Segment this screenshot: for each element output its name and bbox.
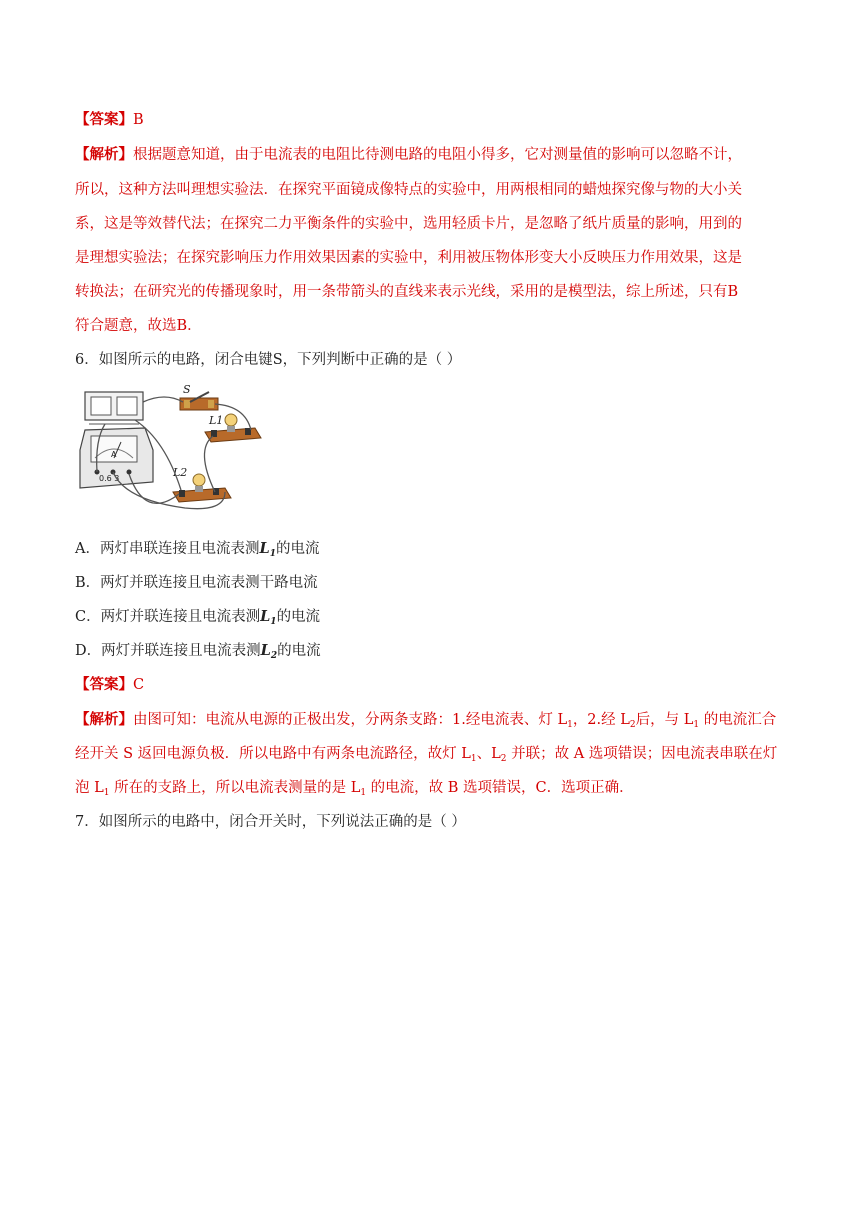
lamp2-label: L2: [173, 466, 188, 479]
q6-stem: 6．如图所示的电路，闭合电键S，下列判断中正确的是（ ）: [75, 352, 462, 368]
ammeter-letter: A: [111, 450, 117, 459]
q5-analysis-line-4: 是理想实验法；在探究影响压力作用效果因素的实验中，利用被压物体形变大小反映压力作用效果，这是: [75, 250, 742, 266]
q5-analysis-line-5: 转换法；在研究光的传播现象时，用一条带箭头的直线来表示光线，采用的是模型法，综上所述，只有B: [75, 284, 739, 300]
q6-analysis-line-1: 【解析】由图可知：电流从电源的正极出发，分两条支路：1.经电流表、灯 $L_1$，2.经 $L_2$后，与 $L_1$ 的电流汇合: [75, 711, 777, 730]
circuit-figure: [75, 380, 265, 522]
answer-value: B: [133, 112, 144, 128]
q6-analysis-line-2: 经开关 S 返回电源负极．所以电路中有两条电流路径，故灯 $L_1$、$L_2$ 并联；故 A 选项错误；因电流表串联在灯: [75, 746, 778, 764]
q6-option-b: B．两灯并联连接且电流表测干路电流: [75, 575, 318, 591]
lamp1-bulb: [225, 414, 237, 426]
q7-stem: 7．如图所示的电路中，闭合开关时，下列说法正确的是（ ）: [75, 814, 466, 830]
lamp2-bulb: [193, 474, 205, 486]
q5-analysis-line-1: 【解析】根据题意知道，由于电流表的电阻比待测电路的电阻小得多，它对测量值的影响可以忽略不计，: [75, 146, 742, 163]
answer-tag: 【答案】: [75, 111, 133, 128]
q6-analysis-line-3: 泡 $L_1$ 所在的支路上，所以电流表测量的是 $L_1$ 的电流，故 B 选项错误，C．选项正确．: [75, 780, 634, 798]
q6-answer: [75, 675, 144, 695]
q5-answer: [75, 110, 144, 130]
ammeter-terminals: 0.6 3: [99, 474, 120, 483]
q6-option-d: D．两灯并联连接且电流表测$L_2$的电流: [75, 642, 321, 661]
q6-option-a: A．两灯串联连接且电流表测$L_1$的电流: [75, 540, 320, 559]
analysis-tag: 【解析】: [75, 146, 133, 163]
q6-option-c: C．两灯并联连接且电流表测$L_1$的电流: [75, 608, 321, 627]
answer-value: C: [133, 677, 145, 693]
q5-analysis-line-6: 符合题意，故选B．: [75, 318, 202, 334]
lamp1-label: L1: [209, 414, 224, 427]
q5-analysis-line-3: 系，这是等效替代法；在探究二力平衡条件的实验中，选用轻质卡片，是忽略了纸片质量的影响，用到的: [75, 216, 742, 232]
q5-analysis-line-2: 所以，这种方法叫理想实验法．在探究平面镜成像特点的实验中，用两根相同的蜡烛探究像与物的大小关: [75, 182, 742, 198]
answer-tag: 【答案】: [75, 676, 133, 693]
analysis-tag: 【解析】: [75, 711, 133, 728]
switch-label: S: [183, 383, 191, 396]
